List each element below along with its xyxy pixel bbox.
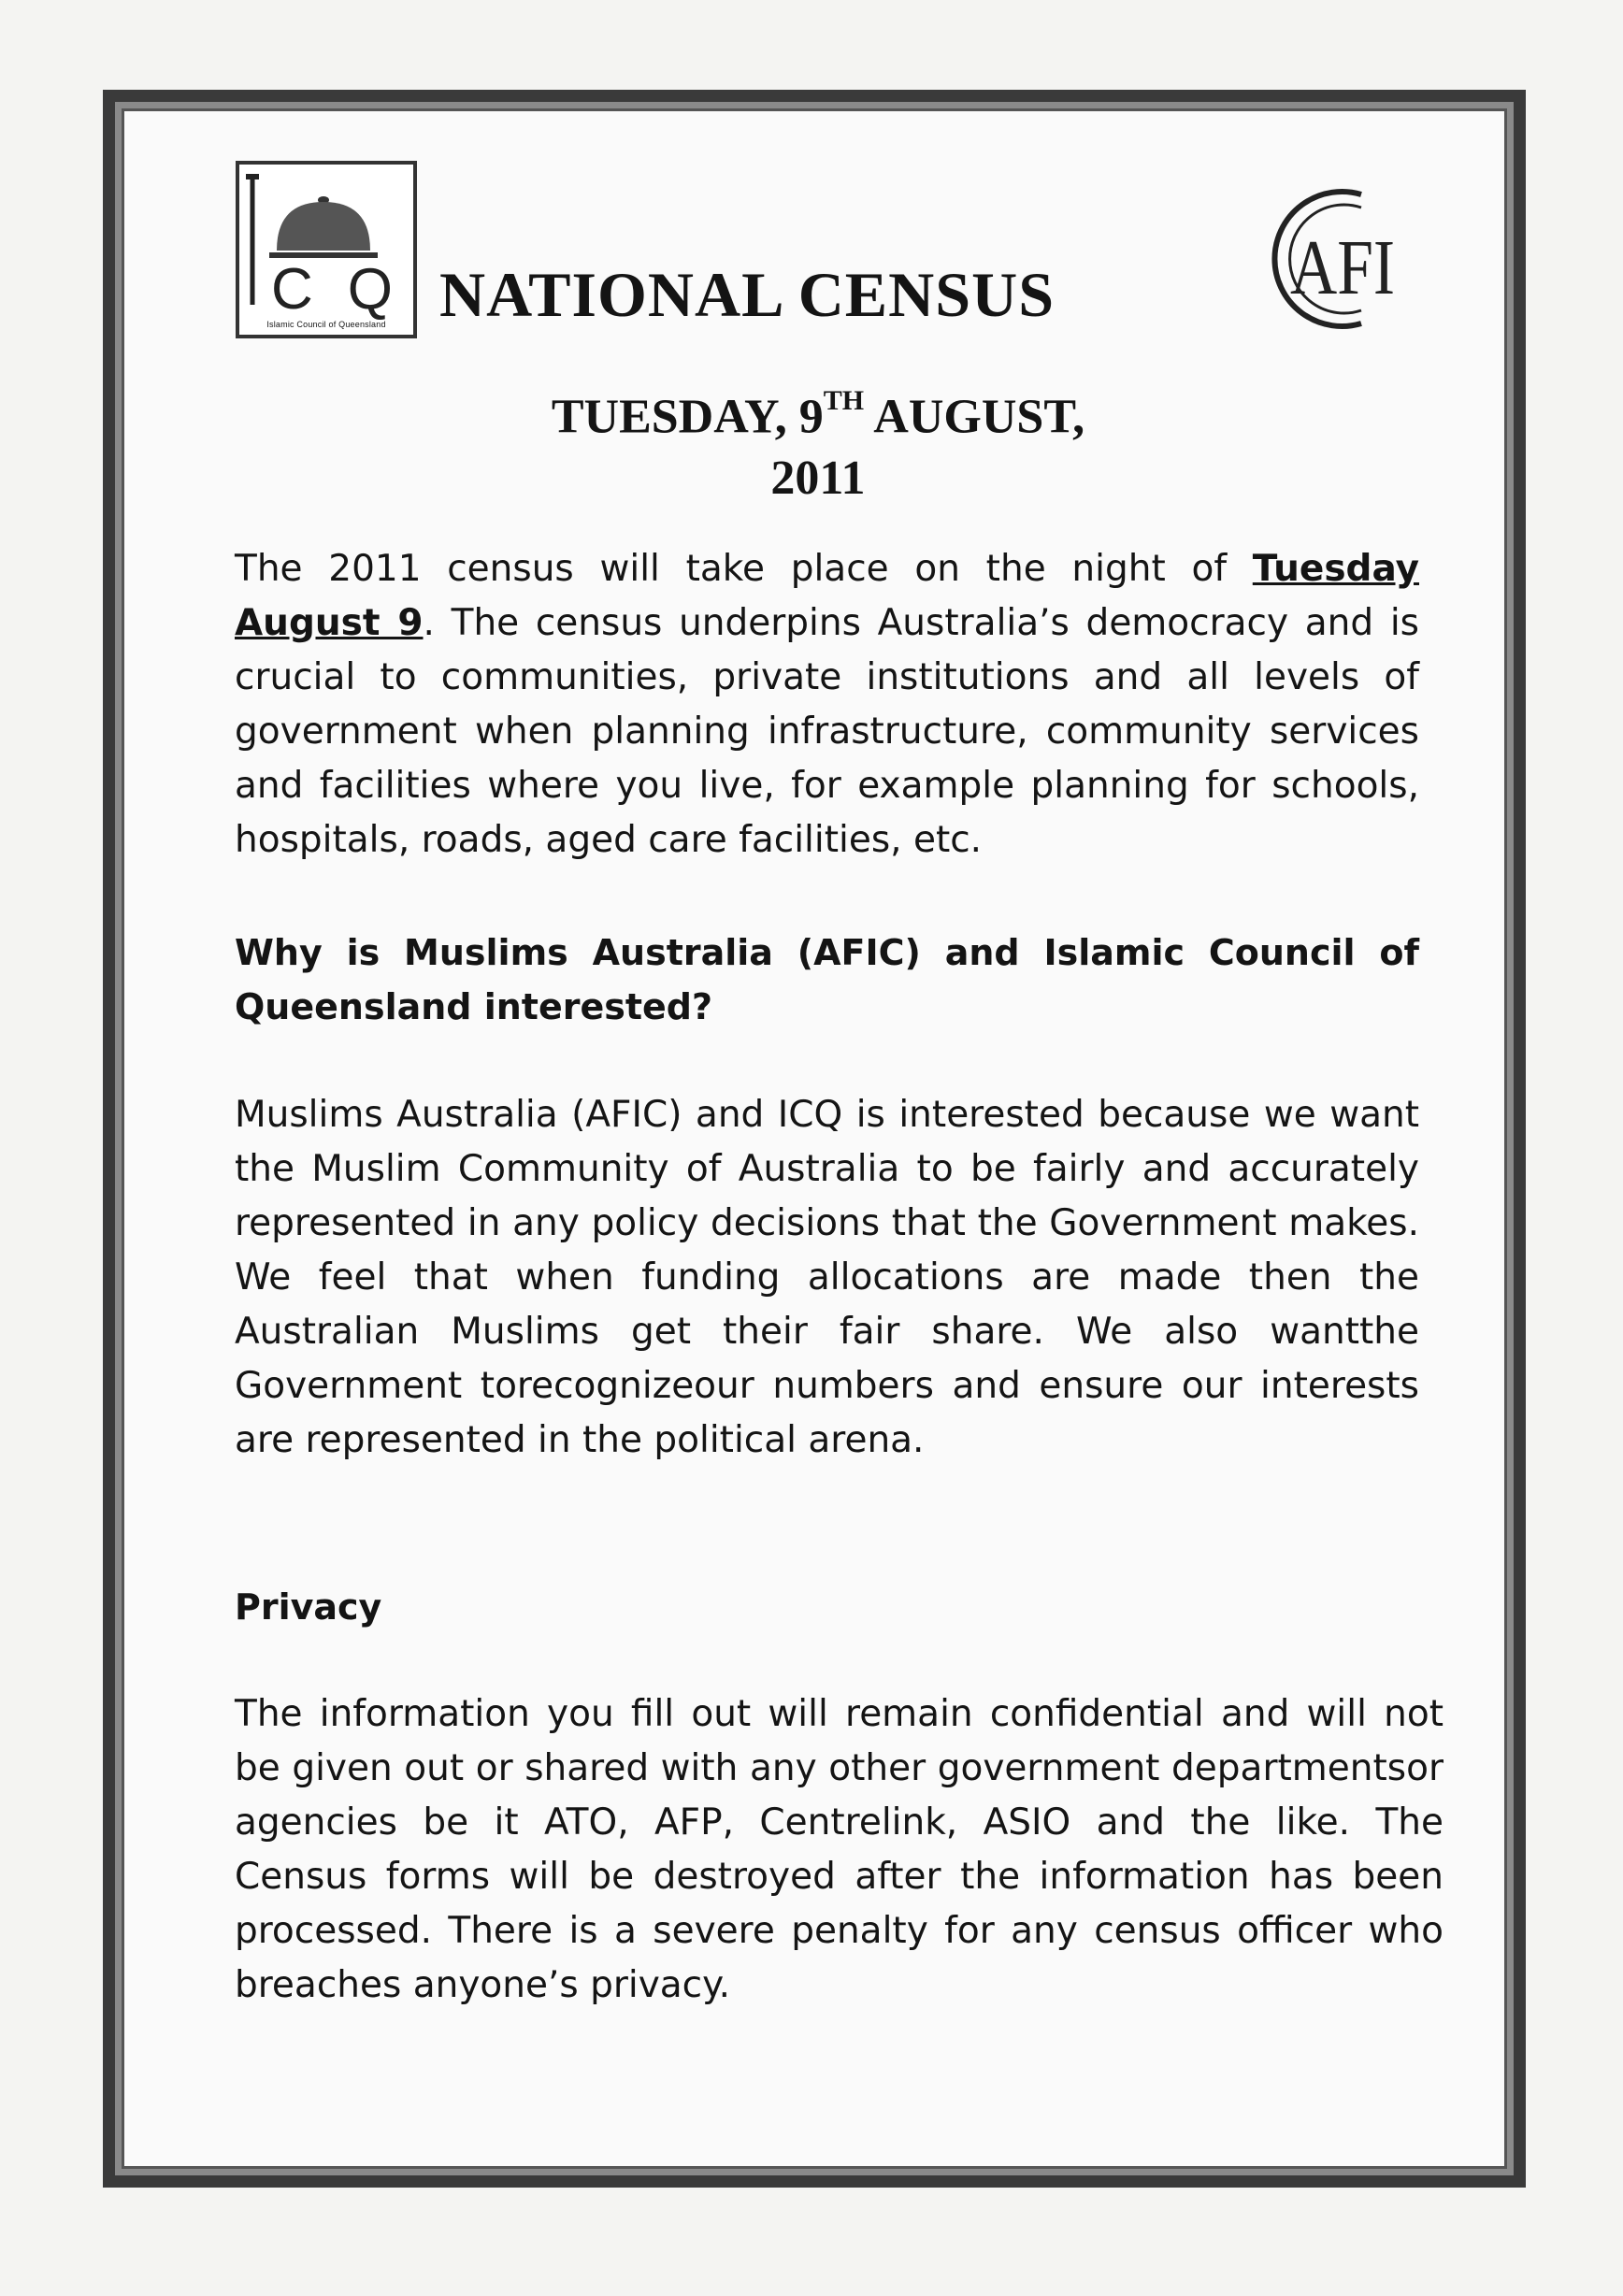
date-day: TUESDAY, 9 bbox=[551, 390, 824, 444]
icq-dome-icon bbox=[239, 165, 413, 335]
afic-crescent-icon bbox=[1251, 179, 1412, 338]
date-month: AUGUST, bbox=[873, 390, 1085, 444]
intro-text-before: The 2011 census will take place on the night of bbox=[235, 548, 1253, 590]
icq-caption: Islamic Council of Queensland bbox=[266, 320, 386, 329]
why-heading: Why is Muslims Australia (AFIC) and Islamic Council of Queensland interested? bbox=[235, 932, 1419, 1027]
privacy-heading: Privacy bbox=[235, 1586, 382, 1628]
icq-logo bbox=[236, 161, 417, 338]
date-year: 2011 bbox=[770, 452, 866, 506]
document-title: NATIONAL CENSUS bbox=[439, 259, 1056, 330]
intro-date-emphasis: Tuesday August 9 bbox=[235, 548, 1419, 644]
intro-text-after: . The census underpins Australia’s democracy and is crucial to communities, private institutions and all levels of government when planning infrastructure, community services and facilities where you live, for example planning for schools, hospitals, roads, aged care facilities, etc. bbox=[235, 602, 1419, 861]
census-date bbox=[280, 376, 1356, 509]
svg-text:AFI: AFI bbox=[1290, 224, 1395, 311]
privacy-paragraph: The information you fill out will remain confidential and will not be given out or shared with any other government departmentsor agencies be it ATO, AFP, Centrelink, ASIO and the like. The Census forms will be destroyed after the information has been processed. There is a severe penalty for any census officer who breaches anyone’s privacy. bbox=[235, 1693, 1443, 2006]
date-suffix: TH bbox=[823, 385, 865, 416]
intro-paragraph bbox=[235, 542, 1419, 868]
svg-text:CQ: CQ bbox=[271, 257, 393, 322]
afic-logo bbox=[1251, 179, 1412, 338]
why-paragraph: Muslims Australia (AFIC) and ICQ is interested because we want the Muslim Community of Australia to be fairly and accurately represented in any policy decisions that the Government makes. We feel that when funding allocations are made then the Australian Muslims get their fair share. We also wantthe Government torecognizeour numbers and ensure our interests are represented in the political arena. bbox=[235, 1094, 1419, 1461]
